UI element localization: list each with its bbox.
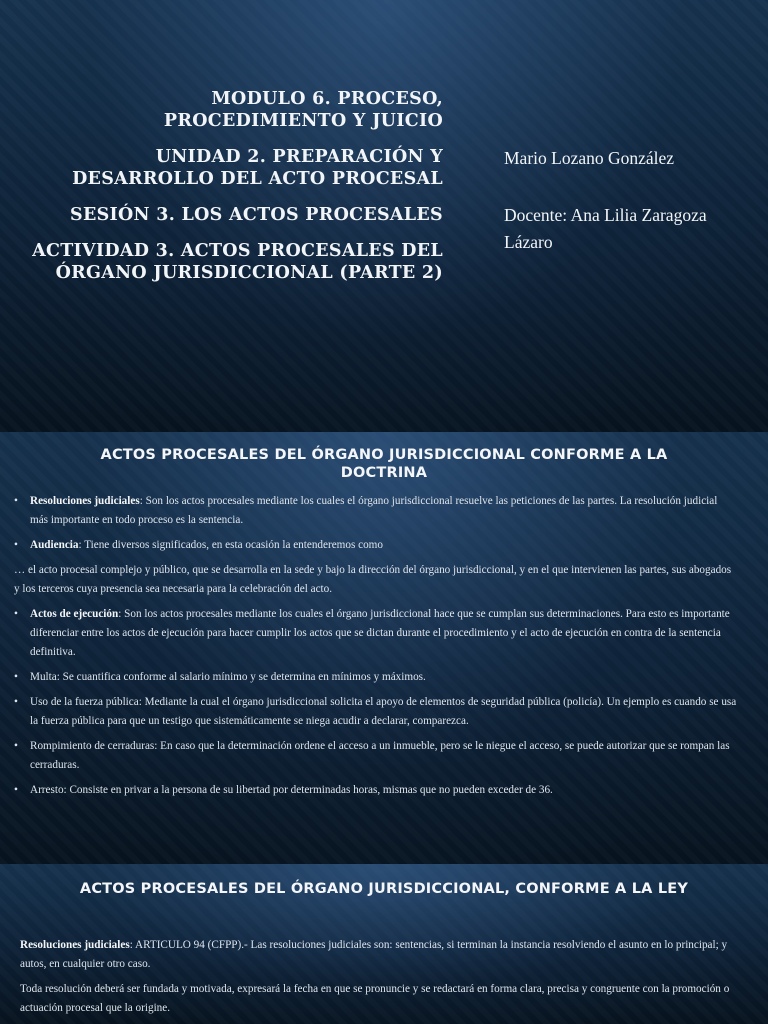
- list-item: [14, 605, 738, 662]
- teacher-name: Docente: Ana Lilia Zaragoza Lázaro: [504, 205, 707, 252]
- list-paragraph: [14, 561, 738, 599]
- bullet-icon: •: [14, 671, 18, 683]
- law-text-1: : ARTICULO 94 (CFPP).- Las resoluciones judiciales son: sentencias, si terminan la instancia resolviendo el asunto en lo principal; y autos, en cualquier otro caso.: [20, 939, 728, 970]
- title-block: [28, 88, 443, 298]
- bullet-icon: •: [14, 539, 18, 551]
- bullet-icon: •: [14, 740, 18, 752]
- item-text: Uso de la fuerza pública: Mediante la cual el órgano jurisdiccional solicita el apoyo de elementos de seguridad pública (policía). Un ejemplo es cuando se usa la fuerza pública para que un testigo que sistemáticamente se niega acudir a declarar, comparezca.: [30, 696, 737, 727]
- item-term: Audiencia: [30, 539, 79, 551]
- session-title: SESIÓN 3. LOS ACTOS PROCESALES: [70, 205, 443, 225]
- list-item: [14, 536, 738, 555]
- author-name: Mario Lozano González: [504, 148, 675, 168]
- law-text-2: Toda resolución deberá ser fundada y motivada, expresará la fecha en que se pronuncie y se redactará en forma clara, precisa y congruente con la promoción o actuación procesal que la origine.: [20, 983, 730, 1014]
- bullet-icon: •: [14, 784, 18, 796]
- module-title: MODULO 6. PROCESO, PROCEDIMIENTO Y JUICIO: [163, 89, 443, 131]
- bullet-icon: •: [14, 696, 18, 708]
- law-title: ACTOS PROCESALES DEL ÓRGANO JURISDICCIONAL, CONFORME A LA LEY: [79, 881, 689, 897]
- item-text: : Son los actos procesales mediante los cuales el órgano jurisdiccional hace que se cumplan sus determinaciones. Para esto es importante diferenciar entre los actos de ejecución para hacer cumplir los actos que se dictan durante el procedimiento y el acto de ejecución en contra de la sentencia definitiva.: [30, 608, 730, 658]
- law-paragraph-1: [20, 936, 744, 974]
- list-item: [14, 781, 738, 800]
- unit-title: UNIDAD 2. PREPARACIÓN Y DESARROLLO DEL ACTO PROCESAL: [72, 147, 443, 189]
- doctrine-title: ACTOS PROCESALES DEL ÓRGANO JURISDICCIONAL CONFORME A LA DOCTRINA: [100, 447, 668, 481]
- bullet-icon: •: [14, 495, 18, 507]
- list-item: [14, 693, 738, 731]
- law-paragraph-2: [20, 980, 744, 1018]
- doctrine-slide: [0, 432, 768, 864]
- item-text: : Son los actos procesales mediante los cuales el órgano jurisdiccional resuelve las peticiones de las partes. La resolución judicial más importante en todo proceso es la sentencia.: [30, 495, 718, 526]
- law-term: Resoluciones judiciales: [20, 939, 130, 951]
- item-term: Resoluciones judiciales: [30, 495, 140, 507]
- bullet-icon: •: [14, 608, 18, 620]
- doctrine-list: [14, 492, 738, 806]
- list-item: [14, 492, 738, 530]
- activity-title: ACTIVIDAD 3. ACTOS PROCESALES DEL ÓRGANO JURISDICCIONAL (PARTE 2): [32, 241, 443, 283]
- item-text: Arresto: Consiste en privar a la persona de su libertad por determinadas horas, mismas que no pueden exceder de 36.: [30, 784, 553, 796]
- item-text: : Tiene diversos significados, en esta ocasión la entenderemos como: [78, 539, 383, 551]
- list-item: [14, 668, 738, 687]
- title-slide: [0, 0, 768, 432]
- law-text: [20, 936, 744, 1024]
- law-slide: [0, 864, 768, 1024]
- item-text: Rompimiento de cerraduras: En caso que la determinación ordene el acceso a un inmueble, pero se le niegue el acceso, se puede autorizar que se rompan las cerraduras.: [30, 740, 730, 771]
- item-text: … el acto procesal complejo y público, que se desarrolla en la sede y bajo la dirección del órgano jurisdiccional, y en el que intervienen las partes, sus abogados y los terceros cuya presencia sea necesaria para la celebración del acto.: [14, 564, 732, 595]
- item-text: Multa: Se cuantifica conforme al salario mínimo y se determina en mínimos y máximos.: [30, 671, 426, 683]
- list-item: [14, 737, 738, 775]
- item-term: Actos de ejecución: [30, 608, 119, 620]
- author-block: [504, 145, 734, 256]
